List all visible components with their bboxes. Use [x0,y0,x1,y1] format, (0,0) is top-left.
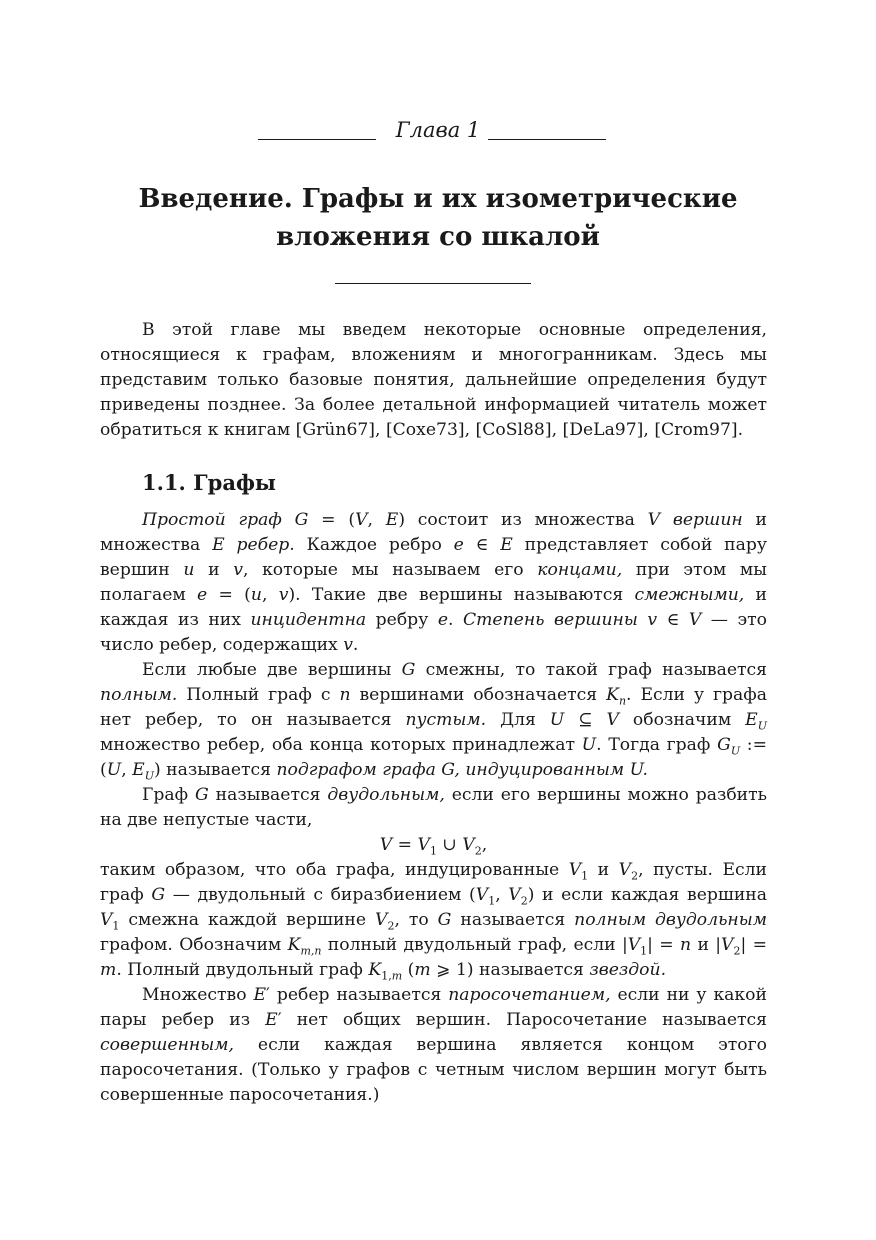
formula-partition: $V = V_1$ ∪ $V_2$, [379,835,488,858]
paragraph-matching: Множество E′ ребер называется паросочетанием, если ни у какой пары ребер из E′ нет общих вершин. Паросочетание называется совершенным, если каждая вершина является концом этого паросочетания. (Только у графов с четным числом вершин могут быть совершенные паросочетания.) [100,985,767,1105]
chapter-title-line-1: Введение. Графы и их изометрические [138,184,738,214]
term-vertices: вершин [672,510,743,530]
section-body [100,508,767,1108]
paragraph-bipartite-cont: таким образом, что оба графа, индуцированные $V_1$ и $V_2$, пусты. Если граф G — двудольный с биразбиением ($V_1$, $V_2$) и если каждая вершина $V_1$ смежна каждой вершине $V_2$, то G называется полным двудольным графом. Обозначим $K_{m,n}$ полный двудольный граф, если $|V_1| = n$ и $|V_2| = m$. Полный двудольный граф $K_{1,m}$ (m ⩾ 1) называется звездой. [100,860,768,983]
term-perfect: совершенным, [100,1035,234,1055]
intro-text: В этой главе мы введем некоторые основные определения, относящиеся к графам, вложениям и многогранникам. Здесь мы представим только базовые понятия, дальнейшие определения будут приведены позднее. За более детальной информацией читатель может обратиться к книгам [Grün67], [Coxe73], [CoSl88], [DeLa97], [Crom97]. [100,320,767,440]
chapter-rule-right [488,139,606,140]
section-heading: 1.1. Графы [142,470,276,495]
chapter-label: Глава 1 [395,118,481,142]
term-matching: паросочетанием, [448,985,611,1005]
term-star: звездой. [589,960,667,980]
term-complete-bipartite: полным двудольным [574,910,768,930]
intro-paragraph [100,318,767,443]
term-subgraph: подграфом графа G, индуцированным U. [276,760,648,780]
term-simple-graph: Простой граф [142,510,282,530]
term-incident: инцидентна [250,610,367,630]
paragraph-simple-graph: Простой граф G = (V, E) состоит из множества V вершин и множества E ребер. Каждое ребро e ∈ E представляет собой пару вершин u и v, которые мы называем его концами, при этом мы полагаем e = (u, v). Такие две вершины называются смежными, и каждая из них инцидентна ребру e. Степень вершины v ∈ V — это число ребер, содержащих v. [100,510,767,655]
chapter-title-line-2: вложения со шкалой [276,222,600,252]
term-empty: пустым. [405,710,487,730]
chapter-title [100,180,776,256]
term-edges: ребер. [236,535,295,555]
paragraph-bipartite: Граф G называется двудольным, если его вершины можно разбить на две непустые части, [100,785,768,830]
term-degree: Степень вершины [462,610,638,630]
term-adjacent: смежными, [634,585,745,605]
title-underline [335,283,531,284]
paragraph-complete-graph: Если любые две вершины G смежны, то такой граф называется полным. Полный граф с n вершинами обозначается $K_n$. Если у графа нет ребер, то он называется пустым. Для U ⊆ V обозначим $E_U$ множество ребер, оба конца которых принадлежат U. Тогда граф $G_U$ := (U, $E_U$) называется подграфом графа G, индуцированным U. [100,660,768,783]
term-bipartite: двудольным, [327,785,445,805]
term-complete: полным. [100,685,178,705]
term-ends: концами, [537,560,623,580]
